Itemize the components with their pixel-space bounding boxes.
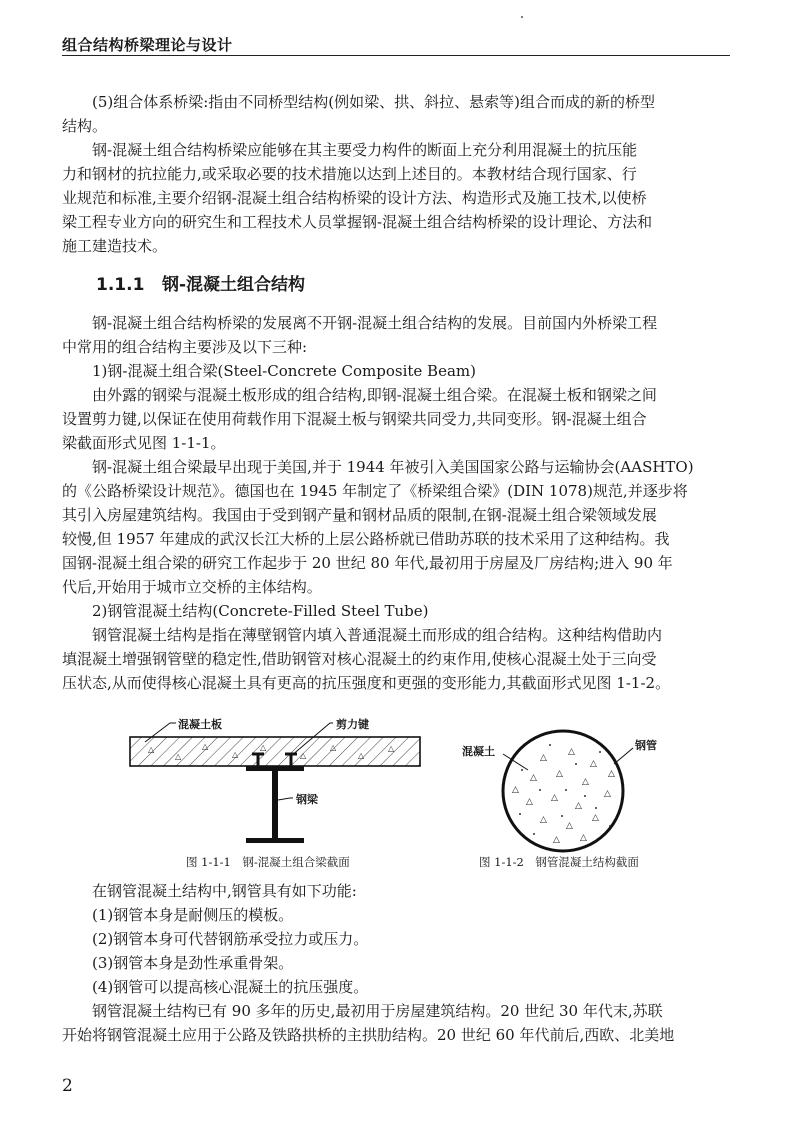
body-line: 钢管混凝土结构是指在薄壁钢管内填入普通混凝土而形成的组合结构。这种结构借助内 (62, 626, 663, 644)
label-concrete-slab: 混凝土板 (178, 718, 222, 731)
svg-text:△: △ (556, 769, 563, 779)
svg-text:△: △ (604, 789, 611, 799)
svg-text:△: △ (553, 835, 560, 845)
svg-text:△: △ (608, 769, 615, 779)
body-line: 其引入房屋建筑结构。我国由于受到钢产量和钢材品质的限制,在钢-混凝土组合梁领域发展 (62, 506, 657, 524)
svg-text:△: △ (202, 742, 209, 751)
body-line: 梁工程专业方向的研究生和工程技术人员掌握钢-混凝土组合结构桥梁的设计理论、方法和 (62, 213, 653, 231)
svg-text:△: △ (330, 743, 337, 752)
svg-text:△: △ (358, 751, 365, 760)
page-number: 2 (62, 1076, 73, 1096)
label-shear-key: 剪力键 (336, 718, 369, 731)
label-steel-beam: 钢梁 (296, 793, 318, 806)
concrete-slab (130, 737, 420, 766)
body-line: 施工建造技术。 (62, 237, 168, 255)
figure-composite-beam (130, 723, 420, 843)
svg-text:△: △ (590, 759, 597, 769)
label-steel-tube: 钢管 (635, 739, 657, 752)
svg-text:△: △ (260, 743, 267, 752)
svg-text:△: △ (566, 821, 573, 831)
running-head-title: 组合结构桥梁理论与设计 (62, 36, 233, 54)
svg-text:△: △ (148, 745, 155, 754)
top-flange (246, 766, 304, 771)
body-line: 由外露的钢梁与混凝土板形成的组合结构,即钢-混凝土组合梁。在混凝土板和钢梁之间 (62, 386, 657, 404)
body-line: 代后,开始用于城市立交桥的主体结构。 (62, 578, 322, 596)
svg-text:△: △ (592, 813, 599, 823)
body-line: 1)钢-混凝土组合梁(Steel-Concrete Composite Beam) (62, 362, 476, 380)
svg-text:△: △ (551, 793, 558, 803)
body-line: 梁截面形式见图 1-1-1。 (62, 434, 226, 452)
svg-text:△: △ (540, 815, 547, 825)
body-line: 压状态,从而使得核心混凝土具有更高的抗压强度和更强的变形能力,其截面形式见图 1-1-2。 (62, 674, 671, 692)
svg-text:△: △ (568, 747, 575, 757)
body-line: 的《公路桥梁设计规范》。德国也在 1945 年制定了《桥梁组合梁》(DIN 1078)规范,并逐步将 (62, 482, 688, 500)
body-line: 开始将钢管混凝土应用于公路及铁路拱桥的主拱肋结构。20 世纪 60 年代前后,西欧、北美地 (62, 1026, 675, 1044)
body-line: 国钢-混凝土组合梁的研究工作起步于 20 世纪 80 年代,最初用于房屋及厂房结构;进入 90 年 (62, 554, 673, 572)
svg-text:△: △ (512, 785, 519, 795)
svg-text:△: △ (388, 744, 395, 753)
section-title: 钢-混凝土组合结构 (162, 275, 306, 295)
body-line: 力和钢材的抗拉能力,或采取必要的技术措施以达到上述目的。本教材结合现行国家、行 (62, 165, 637, 183)
figure-caption: 图 1-1-1 钢-混凝土组合梁截面 (186, 855, 350, 869)
body-line: (4)钢管可以提高核心混凝土的抗压强度。 (62, 978, 369, 996)
section-number: 1.1.1 (96, 275, 145, 295)
svg-text:△: △ (526, 797, 533, 807)
body-line: 中常用的组合结构主要涉及以下三种: (62, 338, 308, 356)
body-line: 钢-混凝土组合结构桥梁的发展离不开钢-混凝土组合结构的发展。目前国内外桥梁工程 (62, 314, 658, 332)
body-line: 业规范和标准,主要介绍钢-混凝土组合结构桥梁的设计方法、构造形式及施工技术,以使桥 (62, 189, 647, 207)
body-line: 较慢,但 1957 年建成的武汉长江大桥的上层公路桥就已借助苏联的技术采用了这种结构。我 (62, 530, 670, 548)
svg-text:△: △ (300, 751, 307, 760)
body-line: (1)钢管本身是耐侧压的模板。 (62, 906, 294, 924)
web (272, 771, 278, 838)
svg-text:△: △ (575, 801, 582, 811)
body-line: 钢管混凝土结构已有 90 多年的历史,最初用于房屋建筑结构。20 世纪 30 年代末,苏联 (62, 1002, 663, 1020)
body-line: 在钢管混凝土结构中,钢管具有如下功能: (62, 882, 357, 900)
body-line: (5)组合体系桥梁:指由不同桥型结构(例如梁、拱、斜拉、悬索等)组合而成的新的桥型 (62, 93, 656, 111)
label-concrete: 混凝土 (462, 745, 495, 758)
svg-text:△: △ (582, 777, 589, 787)
figure-caption: 图 1-1-2 钢管混凝土结构截面 (479, 855, 639, 869)
svg-text:△: △ (540, 753, 547, 763)
svg-text:△: △ (530, 773, 537, 783)
body-line: (2)钢管本身可代替钢筋承受拉力或压力。 (62, 930, 369, 948)
body-line: 2)钢管混凝土结构(Concrete-Filled Steel Tube) (62, 602, 429, 620)
body-line: 钢-混凝土组合结构桥梁应能够在其主要受力构件的断面上充分利用混凝土的抗压能 (62, 141, 638, 159)
body-line: 填混凝土增强钢管壁的稳定性,借助钢管对核心混凝土的约束作用,使核心混凝土处于三向受 (62, 650, 657, 668)
svg-text:△: △ (580, 833, 587, 843)
body-line: 结构。 (62, 117, 108, 135)
bottom-flange (246, 838, 304, 843)
body-line: (3)钢管本身是劲性承重骨架。 (62, 954, 294, 972)
svg-text:△: △ (175, 752, 182, 761)
body-line: 钢-混凝土组合梁最早出现于美国,并于 1944 年被引入美国国家公路与运输协会(AASHTO) (62, 458, 694, 476)
body-line: 设置剪力键,以保证在使用荷载作用下混凝土板与钢梁共同受力,共同变形。钢-混凝土组合 (62, 410, 647, 428)
svg-text:△: △ (232, 750, 239, 759)
figure-steel-tube (503, 731, 633, 851)
